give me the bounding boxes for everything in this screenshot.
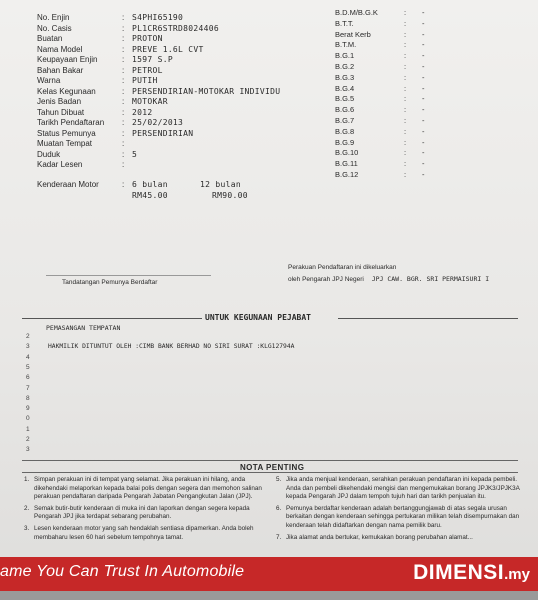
weight-value: - [422, 18, 425, 28]
registration-certificate: No. Enjin : S4PHI65190 No. Casis : PL1CR6STRD8024406 Buatan : PROTON Nama Model : PREVE 1.6L CVT Keupayaan Enjin : 1597 S.P Bahan Bakar : PETROL Warna : PUTIH Kelas Kegunaan : PERSENDIRIAN-MOTOKAR INDIVIDU Jenis Badan : MOTOKAR Tahun Dibuat : 2012 Tarikh Pendaftaran : 25/02/2013 Status Pemunya : PERSENDIRIAN Muatan Tempat : Duduk : 5 Kadar Lesen : Kenderaan Motor : 6 bulan 12 bulan RM45.00 RM90.00 B.D.M/B.G.K : - B.T.T. : - Berat Kerb : - B.T.M. : - B.G.1 : - B.G.2 : - B.G.3 : - B.G.4 : - B.G.5 : - B.G.6 : - B.G.7 : - B.G.8 : - B.G.9 : - B.G.10 : - B.G.11 : - B.G.12 : - Tandatangan Pemunya Berdaftar Perakuan Pendaftaran ini dikeluarkan oleh Pengarah JPJ Negeri JPJ CAW. BGR. SRI PERMAISURI I UNTUK KEGUNAAN PEJABAT PEMASANGAN TEMPATAN HAKMILIK DITUNTUT OLEH :CIMB BANK BERHAD NO SIRI SURAT :KLG12794A 2 3 4 5 6 7 8 9 0 1 2 3 NOTA PENTING 1. Simpan perakuan ini di tempat yang selamat. Jika perakuan ini hilang, anda dikehendaki melaporkan kepada balai polis dengan segera dan memohon salinan perakuan pendaftaran daripada Pengarah Jabatan Pengangkutan Jalan (JPJ). 2. Semak butir-butir kenderaan di muka ini dan laporkan dengan segera kepada Pengarah JPJ jika terdapat sebarang perubahan. 3. Lesen kenderaan motor yang sah hendaklah sentiasa dipamerkan. Anda boleh membaharu lesen 60 hari sebelum tempohnya tamat. 5. Jika anda menjual kenderaan, serahkan perakuan pendaftaran ini kepada pembeli. Anda dan pembeli dikehendaki mengisi dan mengemukakan borang JPJK3/JPJK3A kepada Pengarah JPJ dalam tempoh tujuh hari dan tarikh penjualan itu. 6. Pemunya berdaftar kenderaan adalah bertanggungjawab di atas segala urusan berkaitan dengan kenderaan sehingga pertukaran milikan telah disempurnakan dan kenderaan telah didaftarkan dengan nama pemilik baru. 7. Jika alamat anda bertukar, kemukakan borang perubahan alamat... [0, 0, 538, 600]
weight-label: B.G.4 [335, 83, 355, 93]
weight-label: B.G.12 [335, 170, 359, 179]
owner-signature-line [46, 275, 211, 276]
field-label: Tarikh Pendaftaran [37, 118, 105, 127]
field-label: Keupayaan Enjin [37, 55, 98, 64]
note-number: 7. [276, 533, 282, 541]
office-line-number: 9 [26, 405, 30, 413]
field-value: PROTON [132, 34, 163, 43]
notes-right-column [276, 476, 524, 545]
field-label: Bahan Bakar [37, 65, 84, 75]
notes-left-column [24, 476, 269, 545]
note-item [276, 534, 524, 543]
field-value: 25/02/2013 [132, 118, 184, 127]
license-amount-12: RM90.00 [212, 191, 248, 200]
issuer-label: oleh Pengarah JPJ Negeri [288, 276, 364, 283]
banner-tagline: ame You Can Trust In Automobile [0, 563, 245, 580]
weight-value: - [422, 72, 425, 82]
weight-label: B.G.8 [335, 126, 355, 136]
notes-top-rule [22, 460, 518, 461]
field-value: PERSENDIRIAN-MOTOKAR INDIVIDU [132, 86, 281, 96]
weight-label: B.G.3 [335, 72, 355, 82]
note-number: 1. [24, 476, 30, 483]
license-rate-label: Kenderaan Motor [37, 180, 99, 189]
weight-value: - [422, 170, 425, 179]
weight-label: B.D.M/B.G.K [335, 8, 378, 17]
note-item [276, 505, 524, 531]
note-number: 6. [276, 504, 282, 512]
ownership-claim: HAKMILIK DITUNTUT OLEH :CIMB BANK BERHAD NO SIRI SURAT :KLG12794A [48, 343, 295, 350]
note-number: 5. [276, 476, 282, 483]
weight-value: - [422, 105, 425, 115]
weight-label: B.G.5 [335, 94, 355, 104]
brand-suffix: .my [504, 566, 530, 583]
field-label: Muatan Tempat [37, 139, 92, 148]
field-label: Nama Model [37, 44, 83, 54]
note-item [24, 476, 269, 502]
issuer-value: JPJ CAW. BGR. SRI PERMAISURI I [371, 275, 490, 283]
office-line-number: 2 [26, 436, 30, 443]
note-text: Jika anda menjual kenderaan, serahkan perakuan pendaftaran ini kepada pembeli. Anda dan pembeli dikehendaki mengisi dan mengemukakan borang JPJK3/JPJK3A kepada Pengarah JPJ dalam tempoh tujuh hari dan tarikh penjualan itu. [286, 476, 520, 501]
weight-label: B.G.1 [335, 51, 355, 61]
office-line-number: 8 [26, 394, 30, 402]
owner-signature-label: Tandatangan Pemunya Berdaftar [62, 279, 158, 286]
weight-value: - [422, 137, 425, 147]
weight-value: - [422, 51, 425, 61]
weight-value: - [422, 148, 425, 158]
weight-label: B.G.6 [335, 105, 355, 115]
brand-logo [413, 561, 530, 585]
office-line-number: 2 [26, 333, 30, 340]
weight-label: B.T.M. [335, 40, 357, 50]
field-value: 5 [132, 149, 138, 159]
note-text: Simpan perakuan ini di tempat yang selamat. Jika perakuan ini hilang, anda dikehendaki melaporkan kepada balai polis dengan segera dan memohon salinan perakuan pendaftaran daripada Pengarah Jabatan Pengangkutan Jalan (JPJ). [34, 476, 262, 501]
field-value: PL1CR6STRD8024406 [132, 23, 219, 33]
field-value: MOTOKAR [132, 97, 168, 106]
brand-name: DIMENSI [413, 561, 505, 584]
field-label: Status Pemunya [37, 128, 96, 138]
office-line-number: 6 [26, 374, 30, 382]
office-line-number: 5 [26, 363, 30, 371]
field-label: Kadar Lesen [37, 160, 83, 169]
office-use-title: UNTUK KEGUNAAN PEJABAT [205, 313, 311, 322]
office-line-number: 0 [26, 415, 30, 423]
note-text: Lesen kenderaan motor yang sah hendaklah sentiasa dipamerkan. Anda boleh membaharu lesen 60 hari sebelum tempohnya tamat. [34, 524, 254, 541]
print-note: Perakuan Pendaftaran ini dikeluarkan [288, 264, 397, 271]
weight-label: Berat Kerb [335, 29, 371, 39]
weight-value: - [422, 29, 425, 39]
license-period-12: 12 bulan [200, 180, 241, 189]
note-number: 3. [24, 524, 30, 532]
field-label: Warna [37, 76, 61, 85]
weight-label: B.T.T. [335, 18, 354, 28]
weight-value: - [422, 126, 425, 136]
notes-title-rule [22, 472, 518, 473]
field-value: 1597 S.P [132, 55, 173, 64]
field-value: 2012 [132, 107, 153, 117]
note-text: Semak butir-butir kenderaan di muka ini dan laporkan dengan segera kepada Pengarah JPJ jika terdapat sebarang perubahan. [34, 504, 250, 521]
field-label: No. Enjin [37, 13, 70, 22]
field-value: PREVE 1.6L CVT [132, 44, 204, 54]
bottom-strip [0, 591, 538, 600]
weight-value: - [422, 159, 425, 169]
weight-value: - [422, 83, 425, 93]
field-label: Buatan [37, 34, 63, 43]
office-line-number: 4 [26, 353, 30, 361]
field-label: No. Casis [37, 23, 72, 33]
note-item [24, 505, 269, 522]
weight-label: B.G.9 [335, 137, 355, 147]
field-value: S4PHI65190 [132, 13, 184, 22]
field-label: Duduk [37, 149, 61, 159]
watermark-banner [0, 557, 538, 591]
license-amount-6: RM45.00 [132, 191, 168, 200]
weight-value: - [422, 62, 425, 71]
office-line-number: 3 [26, 343, 30, 351]
weight-label: B.G.2 [335, 62, 355, 71]
field-value: PERSENDIRIAN [132, 128, 194, 138]
weight-value: - [422, 8, 425, 17]
office-top-rule [22, 318, 202, 319]
weight-label: B.G.11 [335, 159, 358, 169]
local-fitting-label: PEMASANGAN TEMPATAN [46, 324, 121, 332]
weight-value: - [422, 40, 425, 50]
weight-label: B.G.7 [335, 116, 355, 125]
weight-value: - [422, 116, 425, 125]
weight-value: - [422, 94, 425, 104]
field-value: PETROL [132, 65, 163, 75]
office-line-number: 1 [26, 425, 30, 433]
license-period-6: 6 bulan [132, 180, 168, 189]
note-number: 2. [24, 504, 30, 512]
note-item [276, 476, 524, 502]
field-label: Kelas Kegunaan [37, 86, 96, 96]
weight-label: B.G.10 [335, 148, 359, 158]
field-label: Jenis Badan [37, 97, 82, 106]
field-label: Tahun Dibuat [37, 107, 85, 117]
office-line-number: 3 [26, 446, 30, 454]
note-item [24, 525, 269, 542]
office-line-number: 7 [26, 384, 30, 392]
note-text: Jika alamat anda bertukar, kemukakan borang perubahan alamat... [286, 533, 473, 541]
notes-title: NOTA PENTING [240, 463, 305, 472]
office-top-rule-right [338, 318, 518, 319]
note-text: Pemunya berdaftar kenderaan adalah bertanggungjawab di atas segala urusan berkaitan dengan kenderaan sehingga pertukaran milikan telah disempurnakan dan kenderaan telah didaftarkan dengan nama pemilik baru. [286, 504, 520, 529]
field-value: PUTIH [132, 76, 158, 85]
